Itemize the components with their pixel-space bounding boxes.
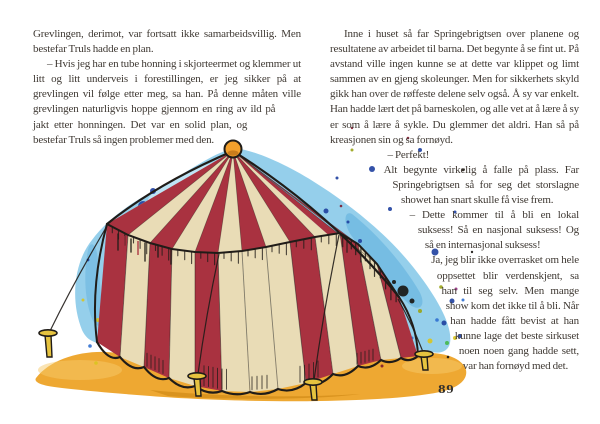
paragraph-right-1: Inne i huset så far Springebrigtsen over planene og resultatene av arbeidet til barna. Det begynte å se fint ut. På avstand ville ingen kunne se at dette var klippet og limt sammen av en gjeng skoleunger. Men for sikkerhets skyld gikk han over de røffeste delene selv også. Å sy var enkelt. Han hadde lært det på barneskolen, og alle vet at å lære å sy er som å lære å sykle. Du glemmer det aldri. Han så på kreasjonen sin og sa fornøyd. <box>330 28 579 146</box>
paragraph-right-3: Alt begynte virkelig å falle på plass. Far Springebrigtsen så for seg det storslagne showet han snart skulle få vise frem. <box>383 163 579 207</box>
page-number: 89 <box>438 383 455 396</box>
right-text-column <box>330 27 579 403</box>
paragraph-left-1: Grevlingen, derimot, var fortsatt ikke samarbeidsvillig. Men bestefar Truls hadde en plan. <box>33 28 301 56</box>
paragraph-right-4: – Dette kommer til å bli en lokal suksess! Så en nasjonal suksess! Og så en internasjonal suksess! <box>409 209 579 252</box>
left-text-column <box>33 27 301 169</box>
paragraph-right-2: – Perfekt! <box>387 148 430 161</box>
paragraph-left-2: – Hvis jeg har en tube honning i skjorteermet og klemmer ut litt og litt underveis i forestillingen, er jeg sikker på at grevlingen vil følge etter meg, sa han. På denne måten ville grevlingen naturligvis hoppe gjennom en ring av ild på jakt etter honningen. Det var en solid plan, og bestefar Truls så ingen problemer med den. <box>33 58 301 146</box>
paragraph-right-5: Ja, jeg blir ikke overrasket om hele oppsettet blir verdenskjent, sa han til seg selv. Men mange show kom det ikke til å bli. Når han hadde fått bevist at han kunne lage det beste sirkuset noen noen gang hadde sett, var han fornøyd med det. <box>431 254 579 373</box>
